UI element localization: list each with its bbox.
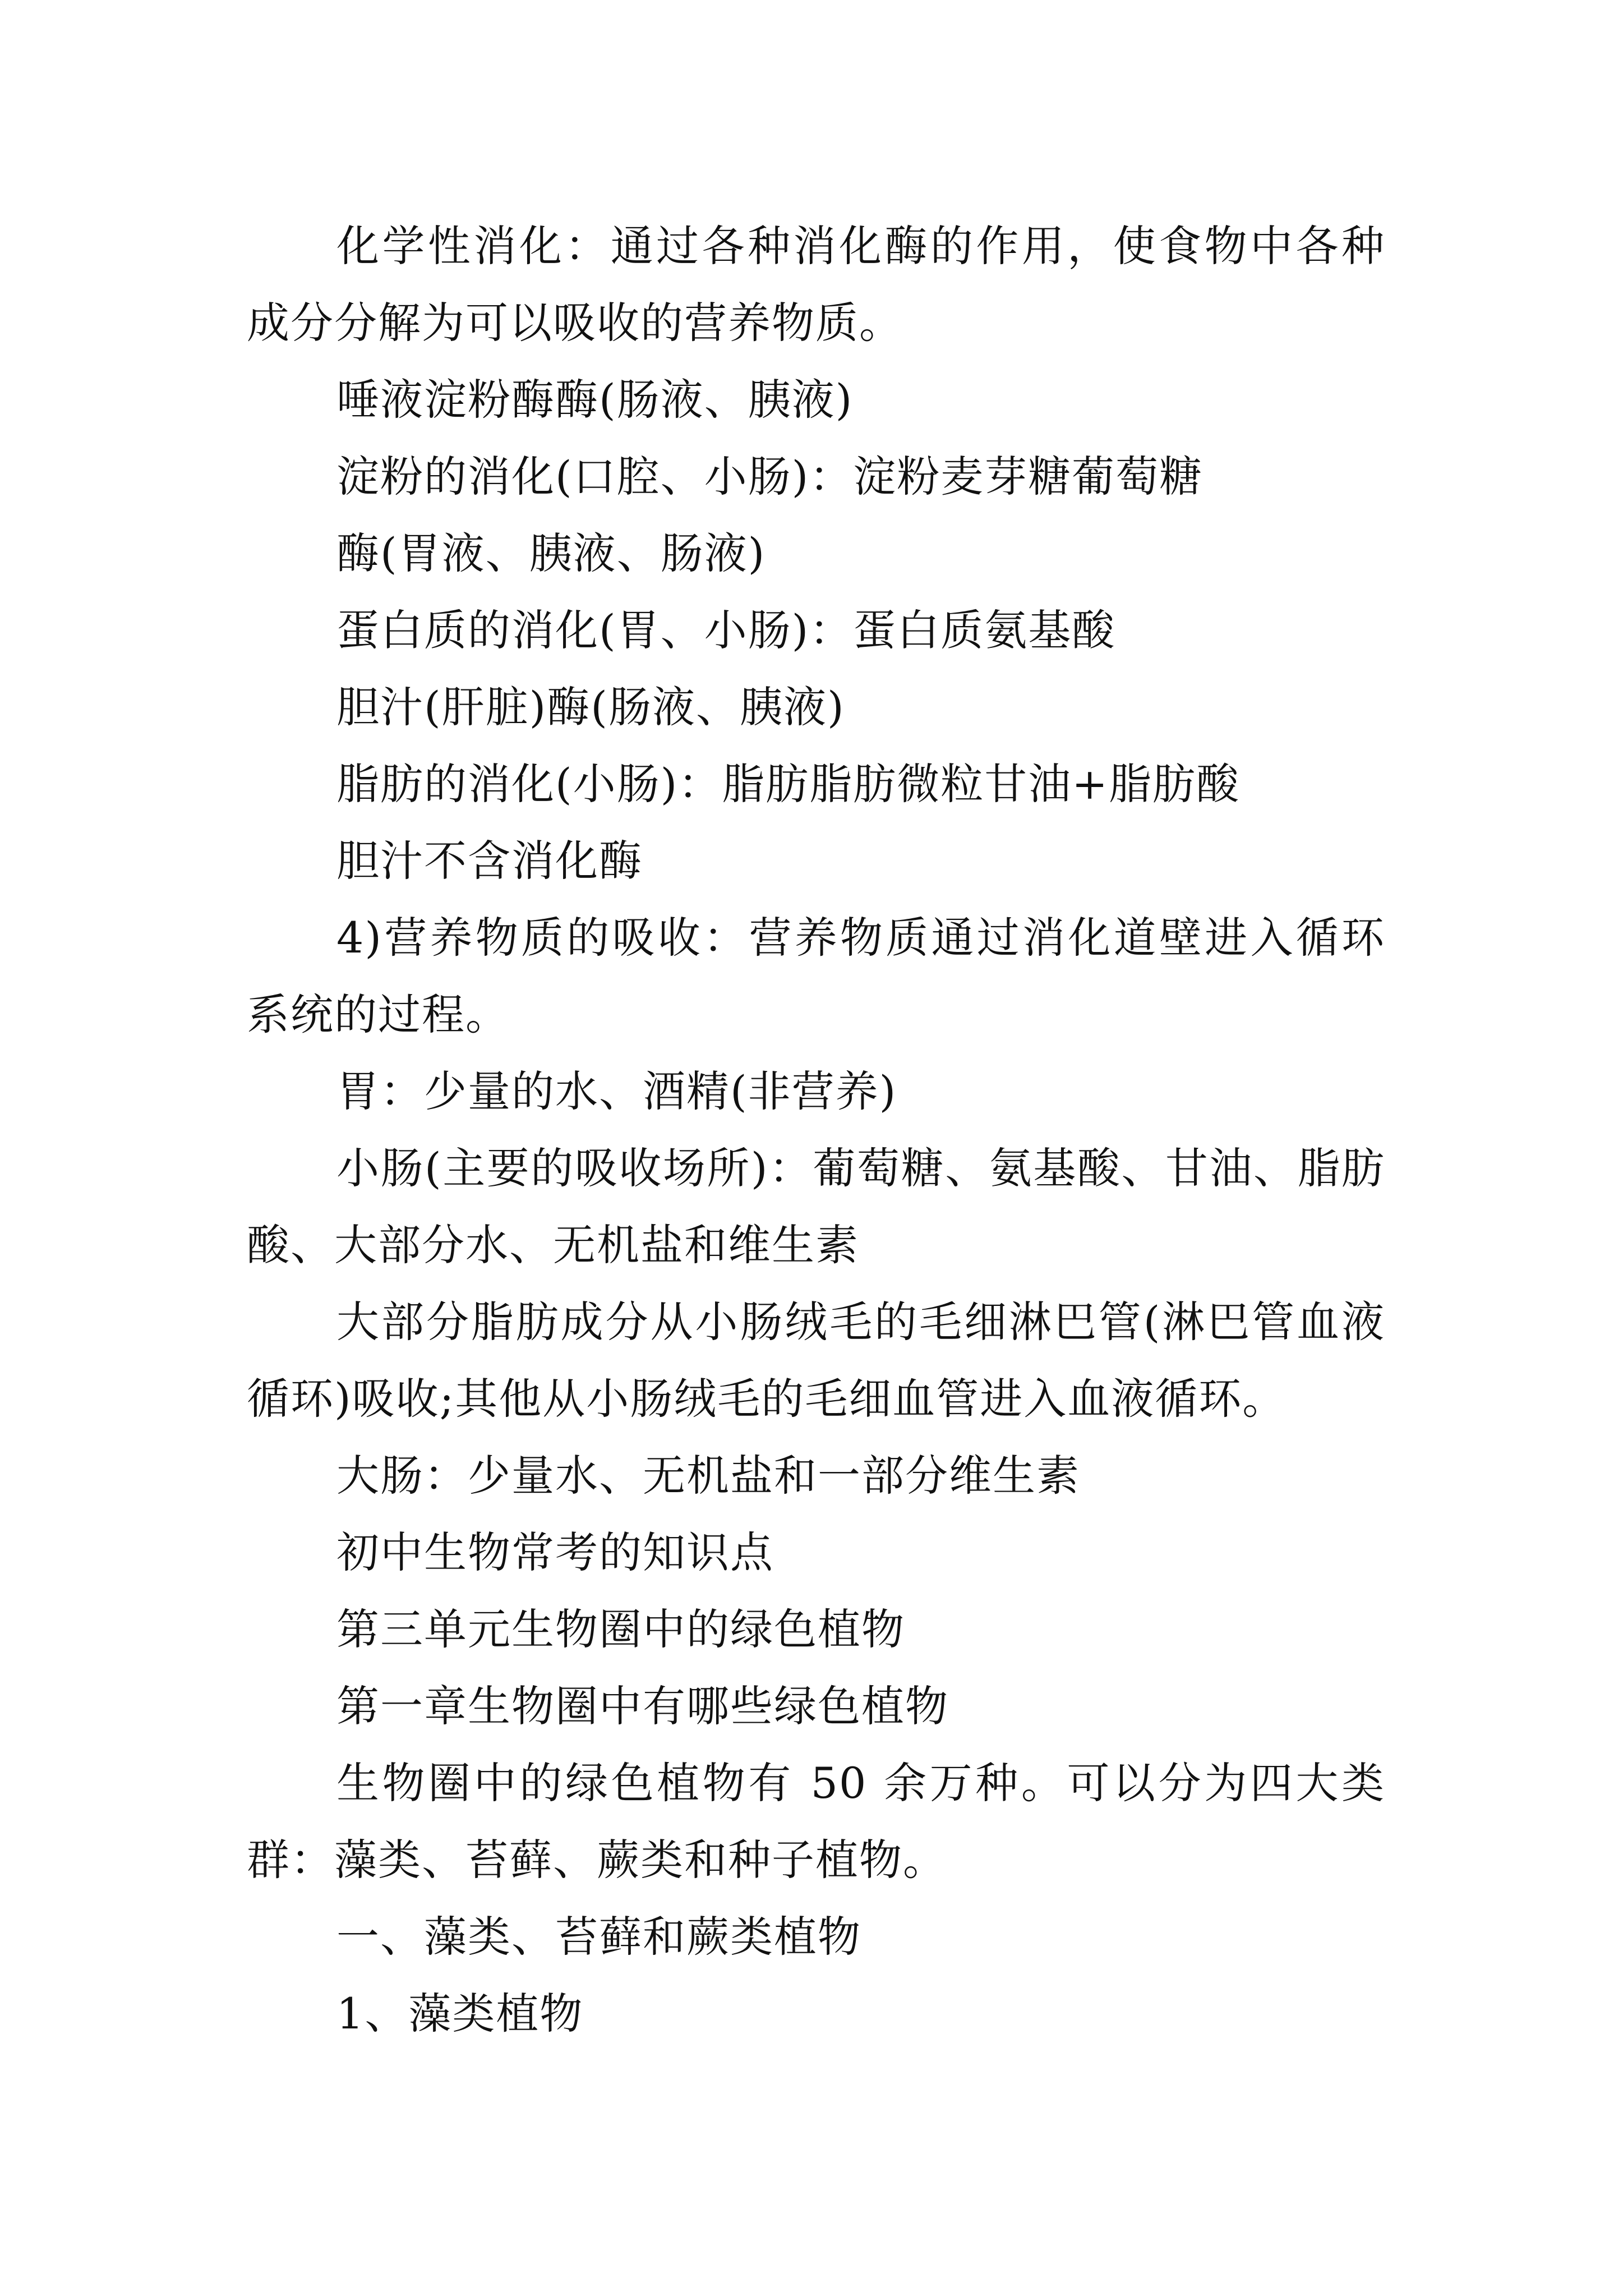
heading-knowledge-points: 初中生物常考的知识点: [336, 1527, 774, 1577]
paragraph-large-intestine: 大肠：少量水、无机盐和一部分维生素: [336, 1451, 1080, 1501]
paragraph-stomach: 胃：少量的水、酒精(非营养): [336, 1066, 897, 1116]
paragraph-salivary-amylase: 唾液淀粉酶酶(肠液、胰液): [336, 375, 854, 425]
paragraph-protein-digestion: 蛋白质的消化(胃、小肠)：蛋白质氨基酸: [336, 605, 1116, 655]
paragraph-enzymes: 酶(胃液、胰液、肠液): [336, 528, 766, 578]
paragraph-fat-absorption: 大部分脂肪成分从小肠绒毛的毛细淋巴管(淋巴管血液循环)吸收;其他从小肠绒毛的毛细血管进入血液循环。: [247, 1297, 1385, 1424]
paragraph-starch-digestion: 淀粉的消化(口腔、小肠)：淀粉麦芽糖葡萄糖: [336, 452, 1204, 501]
heading-algae: 1、藻类植物: [336, 1989, 584, 2039]
paragraph-small-intestine: 小肠(主要的吸收场所)：葡萄糖、氨基酸、甘油、脂肪酸、大部分水、无机盐和维生素: [247, 1143, 1385, 1270]
paragraph-absorption: 4)营养物质的吸收：营养物质通过消化道壁进入循环系统的过程。: [247, 913, 1385, 1039]
paragraph-bile-no-enzyme: 胆汁不含消化酶: [336, 836, 643, 886]
paragraph-fat-digestion: 脂肪的消化(小肠)：脂肪脂肪微粒甘油+脂肪酸: [336, 759, 1240, 809]
paragraph-chemical-digestion: 化学性消化：通过各种消化酶的作用，使食物中各种成分分解为可以吸收的营养物质。: [247, 221, 1385, 348]
heading-chapter-one: 第一章生物圈中有哪些绿色植物: [336, 1681, 949, 1731]
heading-section-one: 一、藻类、苔藓和蕨类植物: [336, 1912, 861, 1962]
paragraph-bile: 胆汁(肝脏)酶(肠液、胰液): [336, 682, 845, 732]
heading-unit-three: 第三单元生物圈中的绿色植物: [336, 1604, 905, 1654]
paragraph-green-plants: 生物圈中的绿色植物有 50 余万种。可以分为四大类群：藻类、苔藓、蕨类和种子植物。: [247, 1758, 1385, 1885]
document-body: [247, 208, 1385, 2052]
